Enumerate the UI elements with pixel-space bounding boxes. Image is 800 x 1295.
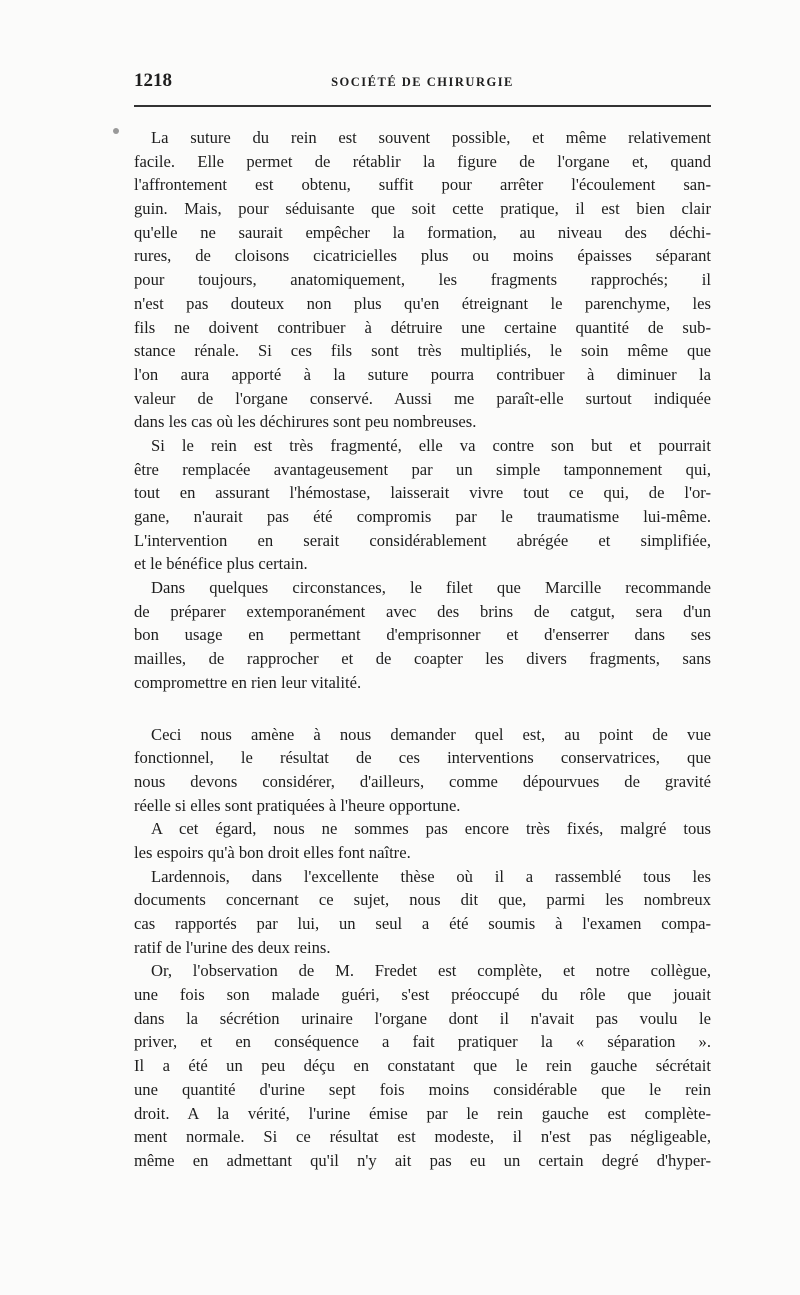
page-header bbox=[134, 70, 711, 96]
text-line: pour toujours, anatomiquement, les fragments rapprochés; il bbox=[134, 270, 711, 290]
page-number: 1218 bbox=[134, 70, 172, 91]
text-line: guin. Mais, pour séduisante que soit cette pratique, il est bien clair bbox=[134, 199, 711, 219]
text-line: Or, l'observation de M. Fredet est complète, et notre collègue, bbox=[151, 961, 711, 981]
text-line: gane, n'aurait pas été compromis par le traumatisme lui-même. bbox=[134, 507, 711, 526]
text-line: stance rénale. Si ces fils sont très multipliés, le soin même que bbox=[134, 341, 711, 361]
text-line: ment normale. Si ce résultat est modeste, il n'est pas négligeable, bbox=[134, 1127, 711, 1147]
text-line: L'intervention en serait considérablement abrégée et simplifiée, bbox=[134, 530, 711, 550]
text-line: Il a été un peu déçu en constatant que le rein gauche sécrétait bbox=[134, 1056, 711, 1076]
text-line: qu'elle ne saurait empêcher la formation, au niveau des déchi- bbox=[134, 222, 711, 242]
paragraph bbox=[134, 959, 711, 1172]
header-rule bbox=[134, 105, 711, 107]
text-line: mailles, de rapprocher et de coapter les divers fragments, sans bbox=[134, 649, 711, 669]
text-line: fils ne doivent contribuer à détruire une certaine quantité de sub- bbox=[134, 317, 711, 337]
text-line: facile. Elle permet de rétablir la figure de l'organe et, quand bbox=[134, 151, 711, 171]
text-line: une fois son malade guéri, s'est préoccupé du rôle que jouait bbox=[134, 985, 711, 1005]
text-line: rures, de cloisons cicatricielles plus ou moins épaisses séparant bbox=[134, 246, 711, 266]
text-line: cas rapportés par lui, un seul a été soumis à l'examen compa- bbox=[134, 914, 711, 933]
text-line: une quantité d'urine sept fois moins considérable que le rein bbox=[134, 1079, 711, 1099]
text-line: l'on aura apporté à la suture pourra contribuer à diminuer la bbox=[134, 364, 711, 384]
text-line: Dans quelques circonstances, le filet que Marcille recommande bbox=[151, 578, 711, 598]
text-line: compromettre en rien leur vitalité. bbox=[134, 672, 362, 692]
paragraph bbox=[134, 126, 711, 434]
text-line: Ceci nous amène à nous demander quel est, au point de vue bbox=[151, 724, 711, 744]
text-line: dans les cas où les déchirures sont peu nombreuses. bbox=[134, 412, 477, 432]
text-line: même en admettant qu'il n'y ait pas eu un certain degré d'hyper- bbox=[134, 1150, 711, 1170]
text-line: La suture du rein est souvent possible, et même relativement bbox=[151, 128, 711, 147]
text-line: priver, et en conséquence a fait pratiquer la « séparation ». bbox=[134, 1032, 711, 1052]
text-line: valeur de l'organe conservé. Aussi me paraît-elle surtout indiquée bbox=[134, 388, 711, 408]
text-line: bon usage en permettant d'emprisonner et d'enserrer dans ses bbox=[134, 625, 711, 645]
text-line: être remplacée avantageusement par un simple tamponnement qui, bbox=[134, 459, 711, 479]
body-text bbox=[134, 126, 711, 1173]
text-line: fonctionnel, le résultat de ces interventions conservatrices, que bbox=[134, 748, 711, 768]
text-line: l'affrontement est obtenu, suffit pour arrêter l'écoulement san- bbox=[134, 175, 711, 195]
text-line: Si le rein est très fragmenté, elle va contre son but et pourrait bbox=[151, 435, 711, 455]
running-title: SOCIÉTÉ DE CHIRURGIE bbox=[331, 75, 514, 89]
paragraph bbox=[134, 865, 711, 960]
text-line: ratif de l'urine des deux reins. bbox=[134, 937, 331, 957]
text-line: A cet égard, nous ne sommes pas encore très fixés, malgré tous bbox=[151, 819, 711, 839]
text-line: droit. A la vérité, l'urine émise par le rein gauche est complète- bbox=[134, 1103, 711, 1123]
text-line: dans la sécrétion urinaire l'organe dont il n'avait pas voulu le bbox=[134, 1008, 711, 1028]
text-line: tout en assurant l'hémostase, laisserait vivre tout ce qui, de l'or- bbox=[134, 483, 711, 503]
text-line: n'est pas douteux non plus qu'en étreignant le parenchyme, les bbox=[134, 293, 711, 313]
paragraph bbox=[134, 434, 711, 576]
paragraph bbox=[134, 576, 711, 694]
text-line: nous devons considérer, d'ailleurs, comme dépourvues de gravité bbox=[134, 771, 711, 791]
text-line: et le bénéfice plus certain. bbox=[134, 554, 308, 574]
scan-speck bbox=[113, 128, 119, 134]
text-line: réelle si elles sont pratiquées à l'heure opportune. bbox=[134, 795, 461, 815]
text-line: documents concernant ce sujet, nous dit que, parmi les nombreux bbox=[134, 890, 711, 910]
paragraph bbox=[134, 817, 711, 864]
text-line: Lardennois, dans l'excellente thèse où il a rassemblé tous les bbox=[151, 866, 711, 886]
paragraph bbox=[134, 723, 711, 818]
text-line: les espoirs qu'à bon droit elles font naître. bbox=[134, 842, 411, 862]
text-line: de préparer extemporanément avec des brins de catgut, sera d'un bbox=[134, 601, 711, 621]
